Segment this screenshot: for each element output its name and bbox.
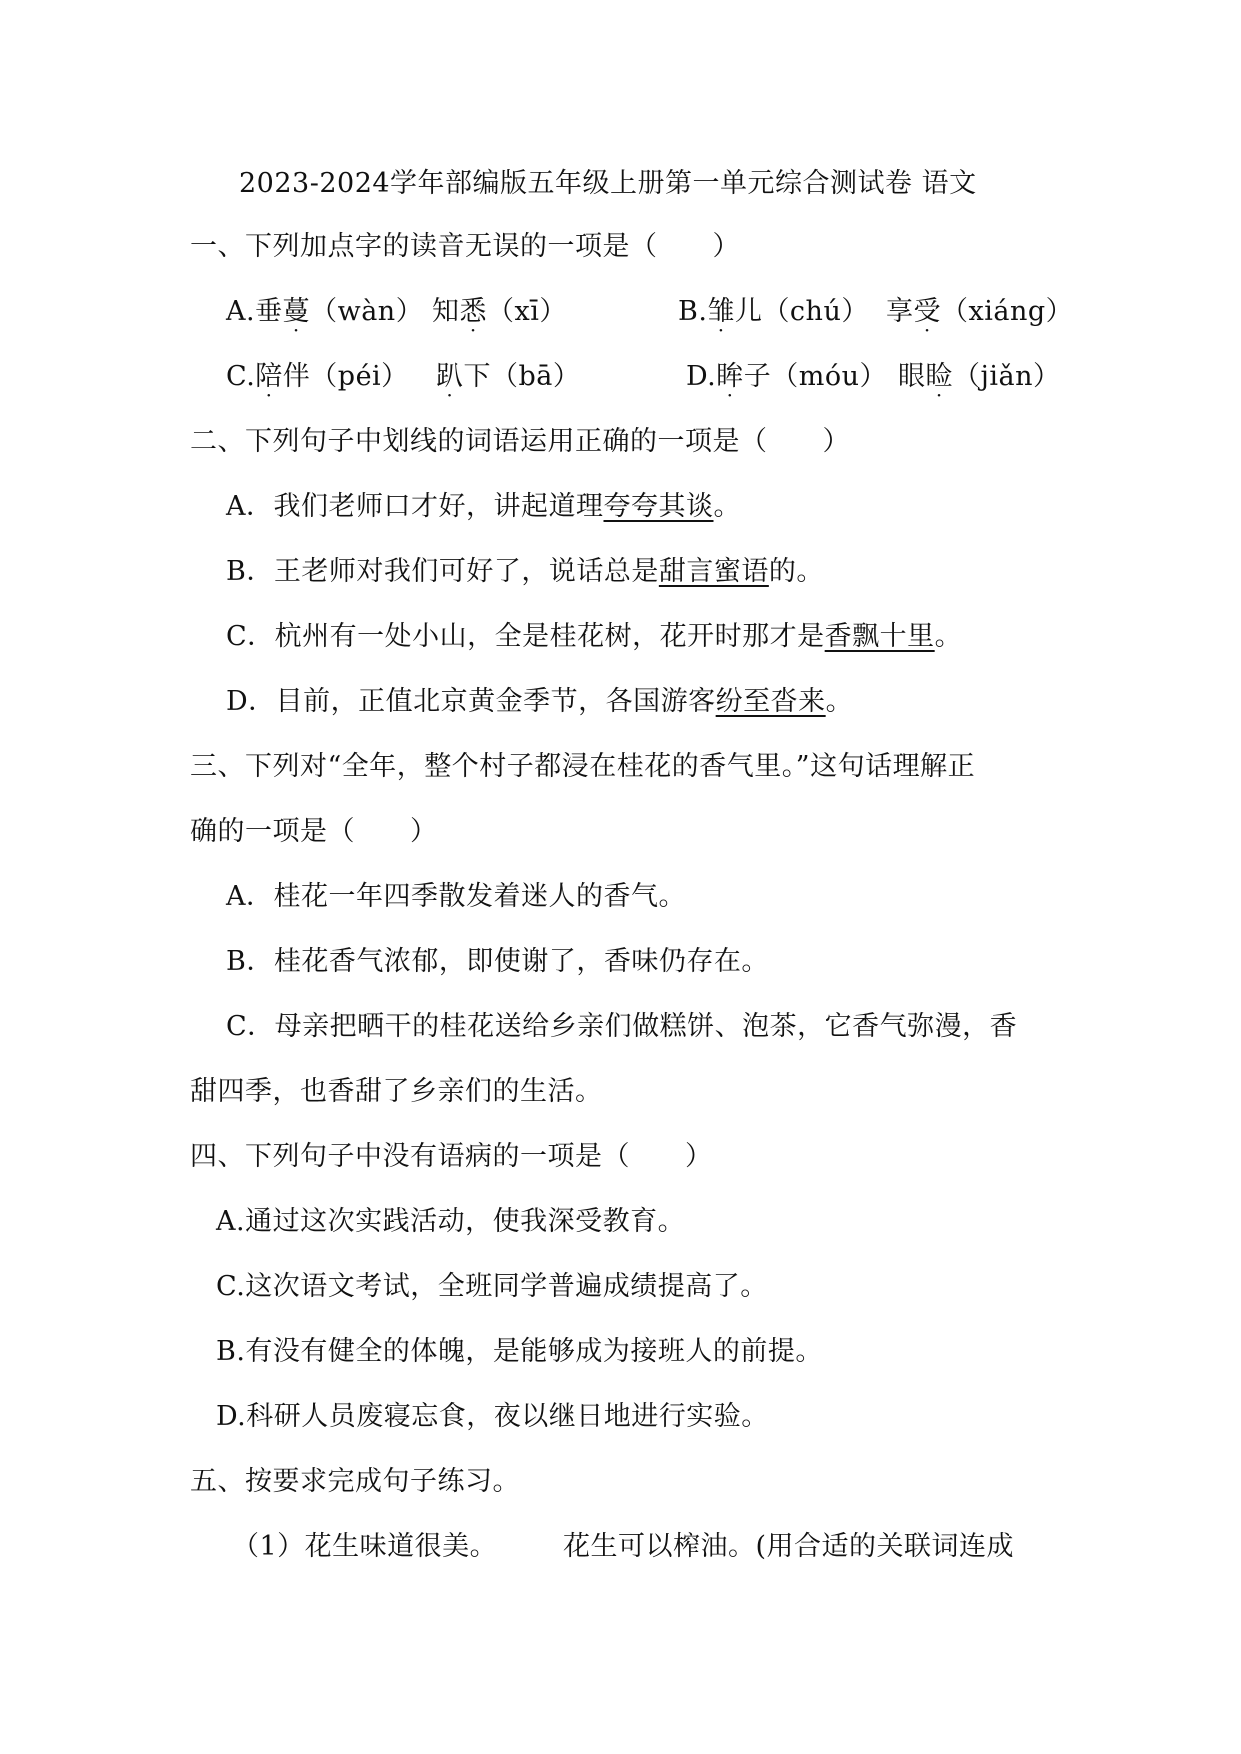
underlined-phrase: 夸夸其谈 — [603, 491, 714, 522]
dotted-char: 蔓 — [282, 296, 311, 327]
option-text: B．王老师对我们可好了，说话总是 — [226, 556, 659, 587]
q1-option-b — [678, 292, 869, 332]
q3-option-c-line2: 甜四季，也香甜了乡亲们的生活。 — [190, 1076, 603, 1107]
q3-stem-line1: 三、下列对“全年，整个村子都浸在桂花的香气里。”这句话理解正 — [190, 751, 976, 782]
q1-option-a — [226, 292, 423, 332]
pinyin: （xī） — [487, 296, 567, 327]
option-text: 。 — [713, 491, 741, 522]
q2-option-d — [226, 682, 853, 722]
dotted-char: 受 — [913, 296, 941, 327]
word-char: 垂 — [255, 296, 283, 327]
q1-option-b-word2 — [886, 292, 1073, 332]
q4-option-1: A.通过这次实践活动，使我深受教育。 — [216, 1206, 686, 1237]
pinyin: （móu） — [771, 361, 888, 392]
q5-item1-part2: 花生可以榨油。(用合适的关联词连成 — [563, 1531, 1015, 1562]
q1-options-row2 — [226, 357, 1226, 401]
pinyin: （chú） — [762, 296, 869, 327]
q3-option-b: B．桂花香气浓郁，即使谢了，香味仍存在。 — [226, 946, 769, 977]
q2-option-b — [226, 552, 824, 592]
option-text: A．我们老师口才好，讲起道理 — [226, 491, 604, 522]
word-char: 下 — [463, 361, 491, 392]
q2-stem: 二、下列句子中划线的词语运用正确的一项是（ ） — [190, 426, 850, 457]
pinyin: （péi） — [310, 361, 409, 392]
pinyin: （jiǎn） — [953, 361, 1061, 392]
q1-stem: 一、下列加点字的读音无误的一项是（ ） — [190, 231, 740, 262]
dotted-char: 陪 — [255, 361, 283, 392]
dotted-char: 悉 — [459, 296, 487, 327]
dotted-char: 趴 — [436, 361, 464, 392]
pinyin: （xiáng） — [941, 296, 1074, 327]
pinyin: （wàn） — [310, 296, 424, 327]
q3-option-c-line1: C．母亲把晒干的桂花送给乡亲们做糕饼、泡茶，它香气弥漫，香 — [226, 1011, 1018, 1042]
q1-option-d-word2 — [898, 357, 1061, 397]
option-text: 的。 — [768, 556, 824, 587]
q3-option-a: A．桂花一年四季散发着迷人的香气。 — [226, 881, 686, 912]
q5-item1-part1: （1）花生味道很美。 — [232, 1531, 498, 1562]
word-char: 儿 — [734, 296, 763, 327]
word-char: 享 — [886, 296, 914, 327]
option-text: C．杭州有一处小山，全是桂花树，花开时那才是 — [226, 621, 825, 652]
underlined-phrase: 纷至沓来 — [715, 686, 826, 717]
option-label: D. — [686, 361, 717, 392]
q4-option-3: B.有没有健全的体魄，是能够成为接班人的前提。 — [216, 1336, 823, 1367]
q4-option-4: D.科研人员废寝忘食，夜以继日地进行实验。 — [216, 1401, 769, 1432]
underlined-phrase: 甜言蜜语 — [658, 556, 769, 587]
page-title: 2023-2024学年部编版五年级上册第一单元综合测试卷 语文 — [239, 168, 977, 199]
q5-stem: 五、按要求完成句子练习。 — [190, 1466, 520, 1497]
q2-option-a — [226, 487, 741, 527]
dotted-char: 眸 — [716, 361, 744, 392]
q1-option-c — [226, 357, 409, 397]
q1-option-c-word2 — [436, 357, 580, 397]
word-char: 知 — [432, 296, 460, 327]
q3-stem-line2: 确的一项是（ ） — [190, 816, 438, 847]
q1-option-d — [686, 357, 887, 397]
underlined-phrase: 香飘十里 — [824, 621, 935, 652]
option-text: 。 — [934, 621, 963, 652]
q1-option-a-word2 — [432, 292, 567, 332]
option-label: A. — [226, 296, 256, 327]
option-label: B. — [678, 296, 708, 327]
q2-option-c — [226, 617, 962, 657]
q4-stem: 四、下列句子中没有语病的一项是（ ） — [190, 1141, 713, 1172]
option-text: D．目前，正值北京黄金季节，各国游客 — [226, 686, 716, 717]
word-char: 眼 — [898, 361, 926, 392]
word-char: 伴 — [282, 361, 311, 392]
q4-option-2: C.这次语文考试，全班同学普遍成绩提高了。 — [216, 1271, 768, 1302]
pinyin: （bā） — [491, 361, 581, 392]
dotted-char: 睑 — [925, 361, 953, 392]
q1-options-row1 — [226, 292, 1226, 336]
option-label: C. — [226, 361, 256, 392]
dotted-char: 雏 — [707, 296, 735, 327]
option-text: 。 — [825, 686, 854, 717]
word-char: 子 — [743, 361, 772, 392]
